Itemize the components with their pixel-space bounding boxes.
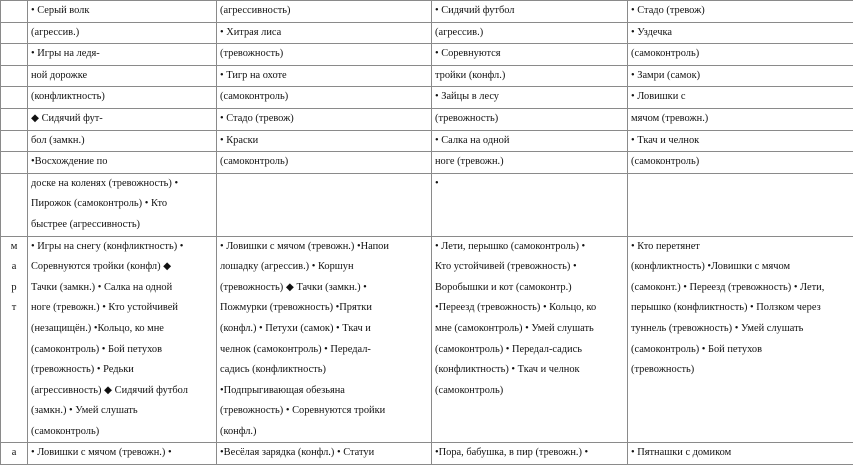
- table-row: [1, 1, 853, 23]
- table-cell: тройки (конфл.): [432, 65, 628, 87]
- table-row: [1, 65, 853, 87]
- month-cell: [1, 130, 28, 152]
- table-cell: мячом (тревожн.): [628, 108, 853, 130]
- month-cell: [1, 87, 28, 109]
- table-row: [1, 108, 853, 130]
- table-row: [1, 152, 853, 174]
- month-cell-march: м а р т: [1, 236, 28, 443]
- month-cell: [1, 152, 28, 174]
- table-cell: • Стадо (тревож): [217, 108, 432, 130]
- table-cell: • Пятнашки с домиком: [628, 443, 853, 465]
- table-cell: бол (замкн.): [28, 130, 217, 152]
- table-cell: • Ловишки с мячом (тревожн.) •Напои лошадку (агрессив.) • Коршун (тревожность) ◆ Тачки (замкн.) • Пожмурки (тревожность) •Прятки (конфл.) • Петухи (самок) • Ткач и челнок (самоконтроль) • Передал- садись (конфликтность) •Подпрыгивающая обезьяна (тревожность) • Соревнуются тройки (конфл.): [217, 236, 432, 443]
- table-cell: • Игры на снегу (конфликтность) • Соревнуются тройки (конфл) ◆ Тачки (замкн.) • Салка на одной ноге (тревожн.) • Кто устойчивей (незащищён.) •Кольцо, ко мне (самоконтроль) • Бой петухов (тревожность) • Редьки (агрессивность) ◆ Сидячий футбол (замкн.) • Умей слушать (самоконтроль): [28, 236, 217, 443]
- table-cell: [217, 173, 432, 236]
- table-cell: • Серый волк: [28, 1, 217, 23]
- month-cell: [1, 65, 28, 87]
- table-row: [1, 443, 853, 465]
- table-cell: •: [432, 173, 628, 236]
- table-cell: •Пора, бабушка, в пир (тревожн.) •: [432, 443, 628, 465]
- month-cell: а: [1, 443, 28, 465]
- month-cell: [1, 108, 28, 130]
- month-cell: [1, 44, 28, 66]
- table-cell: • Ткач и челнок: [628, 130, 853, 152]
- table-cell: • Ловишки с мячом (тревожн.) •: [28, 443, 217, 465]
- table-cell: • Стадо (тревож): [628, 1, 853, 23]
- table-cell: (тревожность): [432, 108, 628, 130]
- table-row: [1, 22, 853, 44]
- table-row: [1, 87, 853, 109]
- table-cell: (агрессив.): [28, 22, 217, 44]
- table-cell: •Восхождение по: [28, 152, 217, 174]
- month-cell: [1, 1, 28, 23]
- month-cell: [1, 22, 28, 44]
- table-cell: • Уздечка: [628, 22, 853, 44]
- table-cell: • Кто перетянет (конфликтность) •Ловишки с мячом (самоконт.) • Переезд (тревожность) • Лети, перышко (конфликтность) • Ползком через туннель (тревожность) • Умей слушать (самоконтроль) • Бой петухов (тревожность): [628, 236, 853, 443]
- table-cell: • Хитрая лиса: [217, 22, 432, 44]
- table-cell: • Лети, перышко (самоконтроль) • Кто устойчивей (тревожность) • Воробышки и кот (самоконтр.) •Переезд (тревожность) • Кольцо, ко мне (самоконтроль) • Умей слушать (самоконтроль) • Передал-садись (конфликтность) • Ткач и челнок (самоконтроль): [432, 236, 628, 443]
- table-cell: • Ловишки с: [628, 87, 853, 109]
- table-cell: (конфликтность): [28, 87, 217, 109]
- table-cell: • Салка на одной: [432, 130, 628, 152]
- table-cell: • Тигр на охоте: [217, 65, 432, 87]
- table-cell: • Краски: [217, 130, 432, 152]
- table-cell: ◆ Сидячий фут-: [28, 108, 217, 130]
- table-cell: •Весёлая зарядка (конфл.) • Статуи: [217, 443, 432, 465]
- table-row: [1, 130, 853, 152]
- table-cell: • Сидячий футбол: [432, 1, 628, 23]
- table-cell: (агрессив.): [432, 22, 628, 44]
- table-cell: (самоконтроль): [217, 87, 432, 109]
- table-cell: • Зайцы в лесу: [432, 87, 628, 109]
- table-row: [1, 173, 853, 236]
- table-cell: доске на коленях (тревожность) • Пирожок (самоконтроль) • Кто быстрее (агрессивность): [28, 173, 217, 236]
- table-cell: (агрессивность): [217, 1, 432, 23]
- table-cell: (самоконтроль): [628, 44, 853, 66]
- table-cell: ноге (тревожн.): [432, 152, 628, 174]
- month-cell: [1, 173, 28, 236]
- table-cell: (тревожность): [217, 44, 432, 66]
- table-cell: • Замри (самок): [628, 65, 853, 87]
- table-cell: (самоконтроль): [628, 152, 853, 174]
- table-cell: • Игры на ледя-: [28, 44, 217, 66]
- table-row: [1, 236, 853, 443]
- table-cell: ной дорожке: [28, 65, 217, 87]
- table-cell: • Соревнуются: [432, 44, 628, 66]
- table-row: [1, 44, 853, 66]
- table-cell: (самоконтроль): [217, 152, 432, 174]
- table-cell: [628, 173, 853, 236]
